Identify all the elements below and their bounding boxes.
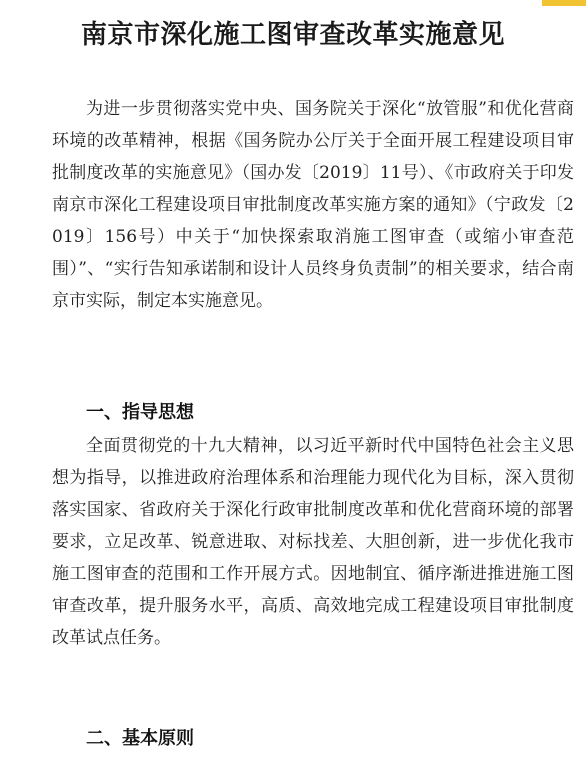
section-heading-guiding-ideology: 一、指导思想 [86,402,194,423]
section-heading-basic-principles: 二、基本原则 [86,728,194,749]
document-title: 南京市深化施工图审查改革实施意见 [80,20,505,50]
intro-paragraph: 为进一步贯彻落实党中央、国务院关于深化“放管服”和优化营商环境的改革精神，根据《国务院办公厅关于全面开展工程建设项目审批制度改革的实施意见》（国办发〔2019〕11号）、《市政府关于印发南京市深化工程建设项目审批制度改革实施方案的通知》（宁政发〔2019〕156号）中关于“加快探索取消施工图审查（或缩小审查范围）”、“实行告知承诺制和设计人员终身负责制”的相关要求，结合南京市实际，制定本实施意见。 [52,99,574,311]
section-paragraph-guiding-ideology: 全面贯彻党的十九大精神，以习近平新时代中国特色社会主义思想为指导，以推进政府治理体系和治理能力现代化为目标，深入贯彻落实国家、省政府关于深化行政审批制度改革和优化营商环境的部署要求，立足改革、锐意进取、对标找差、大胆创新，进一步优化我市施工图审查的范围和工作开展方式。因地制宜、循序渐进推进施工图审查改革，提升服务水平，高质、高效地完成工程建设项目审批制度改革试点任务。 [52,436,574,648]
corner-decoration [542,0,586,6]
